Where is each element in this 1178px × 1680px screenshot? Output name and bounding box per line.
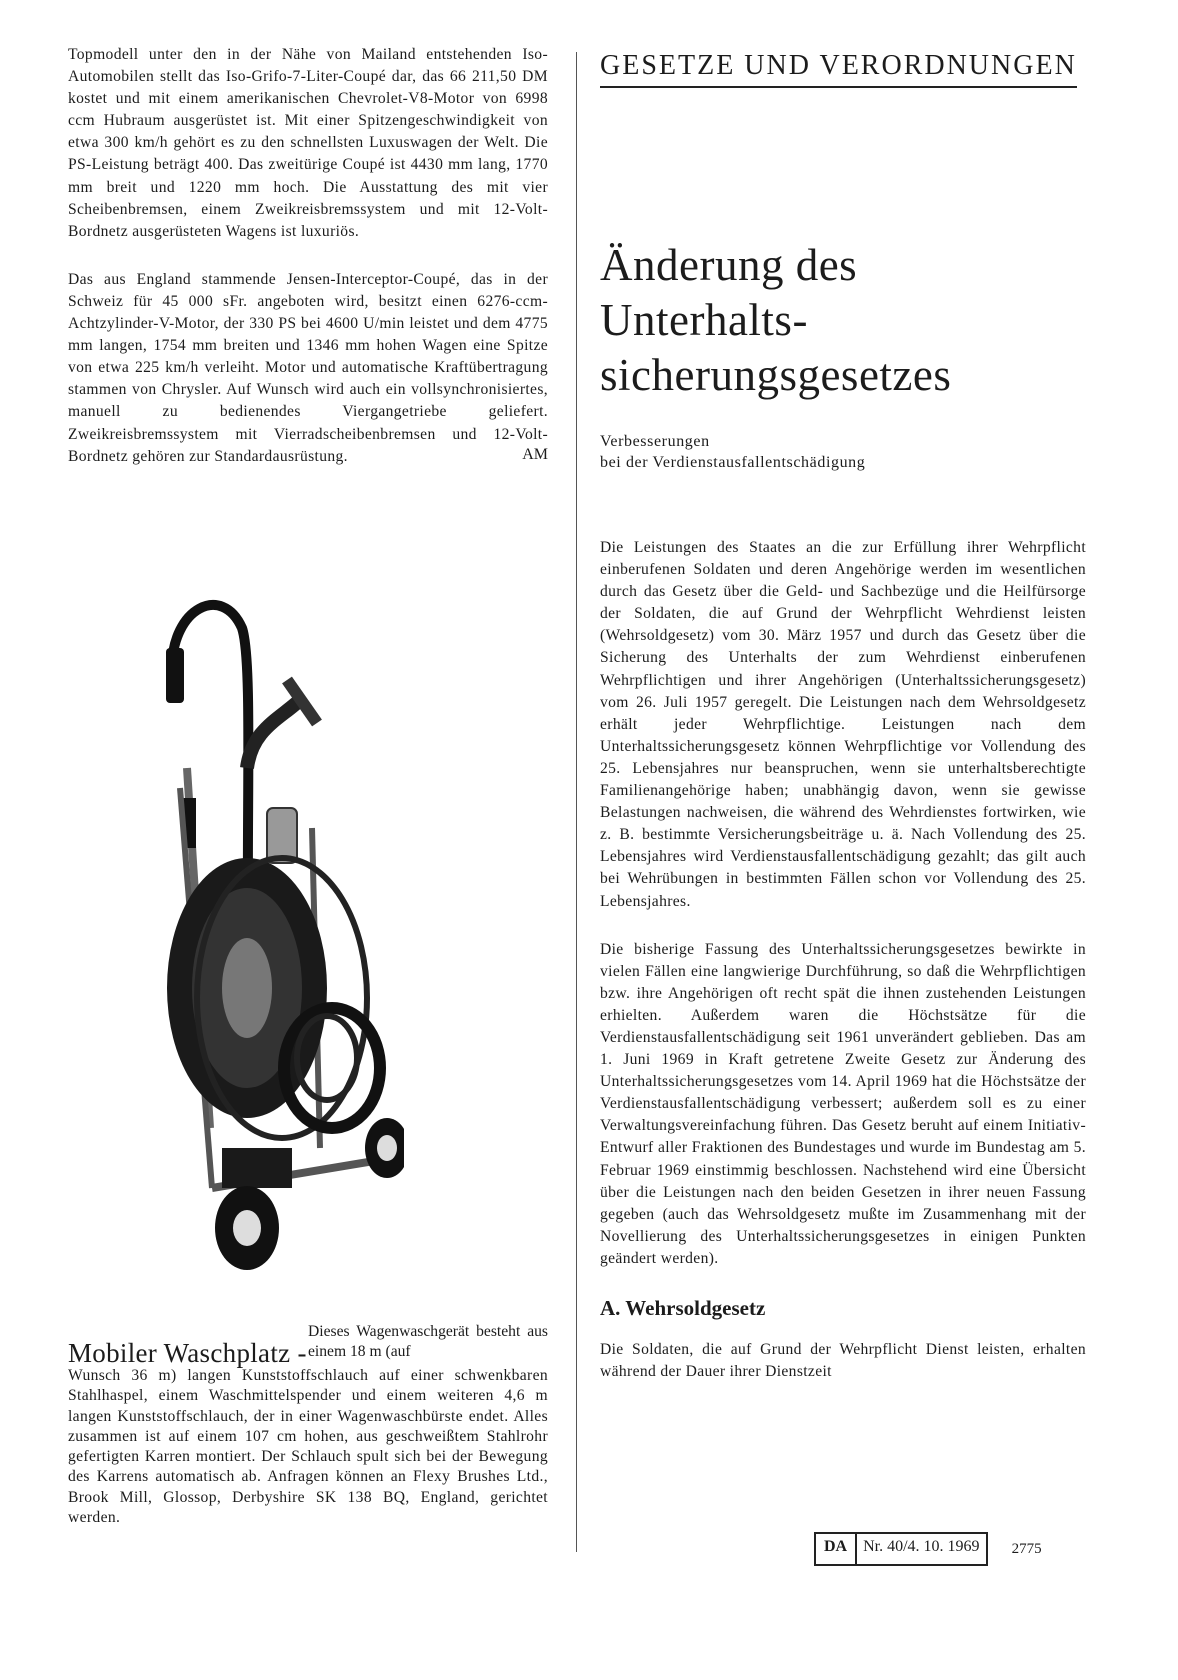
- issue-number: Nr. 40/4. 10. 1969: [863, 1538, 980, 1555]
- right-column: [600, 50, 1086, 1383]
- title-line: sicherungsgesetzes: [600, 350, 952, 400]
- column-divider: [576, 52, 577, 1552]
- article-paragraph: Die Leistungen des Staates an die zur Erfüllung ihrer Wehrpflicht einberufenen Soldaten und deren Angehörige werden im wesentlichen durch das Gesetz über die Geld- und Sachbezüge und die Heilfürsorge der Soldaten, die auf Grund der Wehrpflicht Wehrdienst leisten (Wehrsoldgesetz) vom 30. März 1957 und durch das Gesetz über die Sicherung des Unterhalts der zum Wehrdienst einberufenen Wehrpflichtigen und ihrer Angehörigen (Unterhaltssicherungsgesetz) vom 26. Juli 1957 geregelt. Die Leistungen nach dem Wehrsoldgesetz erhält jeder Wehrpflichtige. Leistungen nach dem Unterhaltssicherungsgesetz können Wehrpflichtige vor Vollendung des 25. Lebensjahres nur beanspruchen, wenn sie unterhaltsberechtigte Familienangehörige haben; unabhängig davon, wenn sie gewisse Belastungen nachweisen, die während des Wehrdienstes fortwirken, wie z. B. bestimmte Versicherungsbeiträge u. ä. Nach Vollendung des 25. Lebensjahres wird Verdienstausfallentschädigung gezahlt; das gilt auch bei Wehrübungen in bestimmten Fällen schon vor Vollendung des 25. Lebensjahres.: [600, 539, 1086, 910]
- title-line: Änderung des: [600, 240, 858, 290]
- article-paragraph: Die Soldaten, die auf Grund der Wehrpflicht Dienst leisten, erhalten während der Dauer ihrer Dienstzeit: [600, 1341, 1086, 1381]
- issue-box: [814, 1532, 988, 1566]
- subsection-heading: A. Wehrsoldgesetz: [600, 1296, 766, 1320]
- section-heading: GESETZE UND VERORDNUNGEN: [600, 50, 1077, 88]
- caption-text: Wunsch 36 m) langen Kunststoffschlauch auf einer schwenkbaren Stahlhaspel, einem Waschmittelspender und einem weiteren 4,6 m langen Kunststoffschlauch, der in einer Wagenwaschbürste endet. Alles zusammen ist auf einem 107 cm hohen, aus geschweißtem Stahlrohr gefertigten Karren montiert. Der Schlauch spult sich bei der Bewegung des Karrens automatisch ab. Anfragen können an Flexy Brushes Ltd., Brook Mill, Glossop, Derbyshire SK 138 BQ, England, gerichtet werden.: [68, 1367, 548, 1527]
- publication-logo: DA: [816, 1534, 857, 1564]
- article-paragraph-jensen: Das aus England stammende Jensen-Interceptor-Coupé, das in der Schweiz für 45 000 sFr. angeboten wird, besitzt einen 6276-ccm-Achtzylinder-V-Motor, der 330 PS bei 4600 U/min leistet und dem 4775 mm langen, 1754 mm breiten und 1346 mm hohen Wagen eine Spitze von etwa 225 km/h verleiht. Motor und automatische Kraftübertragung stammen von Chrysler. Auf Wunsch wird auch ein vollsynchronisiertes, manuell zu bedienendes Viergangetriebe geliefert. Zweikreisbremssystem mit Vierradscheibenbremsen und 12-Volt-Bordnetz gehören zur Standardausrüstung.: [68, 270, 548, 465]
- subtitle-line: bei der Verdienstausfallentschädigung: [600, 454, 866, 471]
- article-subtitle: [600, 431, 1086, 473]
- subtitle-line: Verbesserungen: [600, 433, 710, 450]
- page-number: 2775: [1011, 1540, 1042, 1557]
- author-signature: AM: [522, 445, 548, 463]
- article-paragraph: Die bisherige Fassung des Unterhaltssicherungsgesetzes bewirkte in vielen Fällen eine langwierige Durchführung, so daß die Wehrpflichtigen bzw. ihre Angehörigen oft recht spät die ihnen zustehenden Leistungen erhielten. Außerdem waren die Höchstsätze für die Verdienstausfallentschädigung seit 1961 unverändert geblieben. Das am 1. Juni 1969 in Kraft getretene Zweite Gesetz zur Änderung des Unterhaltssicherungsgesetzes vom 14. April 1969 hat die Höchstsätze der Verdienstausfallentschädigung verbessert; außerdem soll es zu einer Verwaltungsvereinfachung führen. Das Gesetz beruht auf einem Initiativ-Entwurf aller Fraktionen des Bundestages und wurde im Bundestag am 5. Februar 1969 einstimmig beschlossen. Nachstehend wird eine Übersicht über die Leistungen nach den beiden Gesetzen in ihrer neuen Fassung gegeben (auch das Wehrsoldgesetz mußte im Zusammenhang mit der Novellierung des Unterhaltssicherungsgesetzes in einigen Punkten geändert werden).: [600, 940, 1086, 1267]
- photo-caption: [68, 1322, 548, 1528]
- left-column: [68, 44, 548, 464]
- caption-text-start: Dieses Wagenwaschgerät besteht aus einem 18 m (auf: [308, 1323, 548, 1360]
- article-paragraph-iso-grifo: Topmodell unter den in der Nähe von Mailand entstehenden Iso-Automobilen stellt das Iso-Grifo-7-Liter-Coupé dar, das 66 211,50 DM kostet und mit einem amerikanischen Chevrolet-V8-Motor von 6998 ccm Hubraum ausgerüstet ist. Mit einer Spitzengeschwindigkeit von etwa 300 km/h gehört es zu den schnellsten Luxuswagen der Welt. Die PS-Leistung beträgt 400. Das zweitürige Coupé ist 4430 mm lang, 1770 mm breit und 1220 mm hoch. Die Ausstattung des mit vier Scheibenbremsen, einem Zweikreisbremssystem und mit 12-Volt-Bordnetz ausgerüsteten Wagens ist luxuriös.: [68, 46, 548, 240]
- caption-title: Mobiler Waschplatz -: [68, 1338, 307, 1368]
- title-line: Unterhalts-: [600, 295, 808, 345]
- page-footer: [814, 1532, 1042, 1566]
- hose-reel-cart-photo: [152, 588, 404, 1316]
- article-title: [600, 238, 1086, 403]
